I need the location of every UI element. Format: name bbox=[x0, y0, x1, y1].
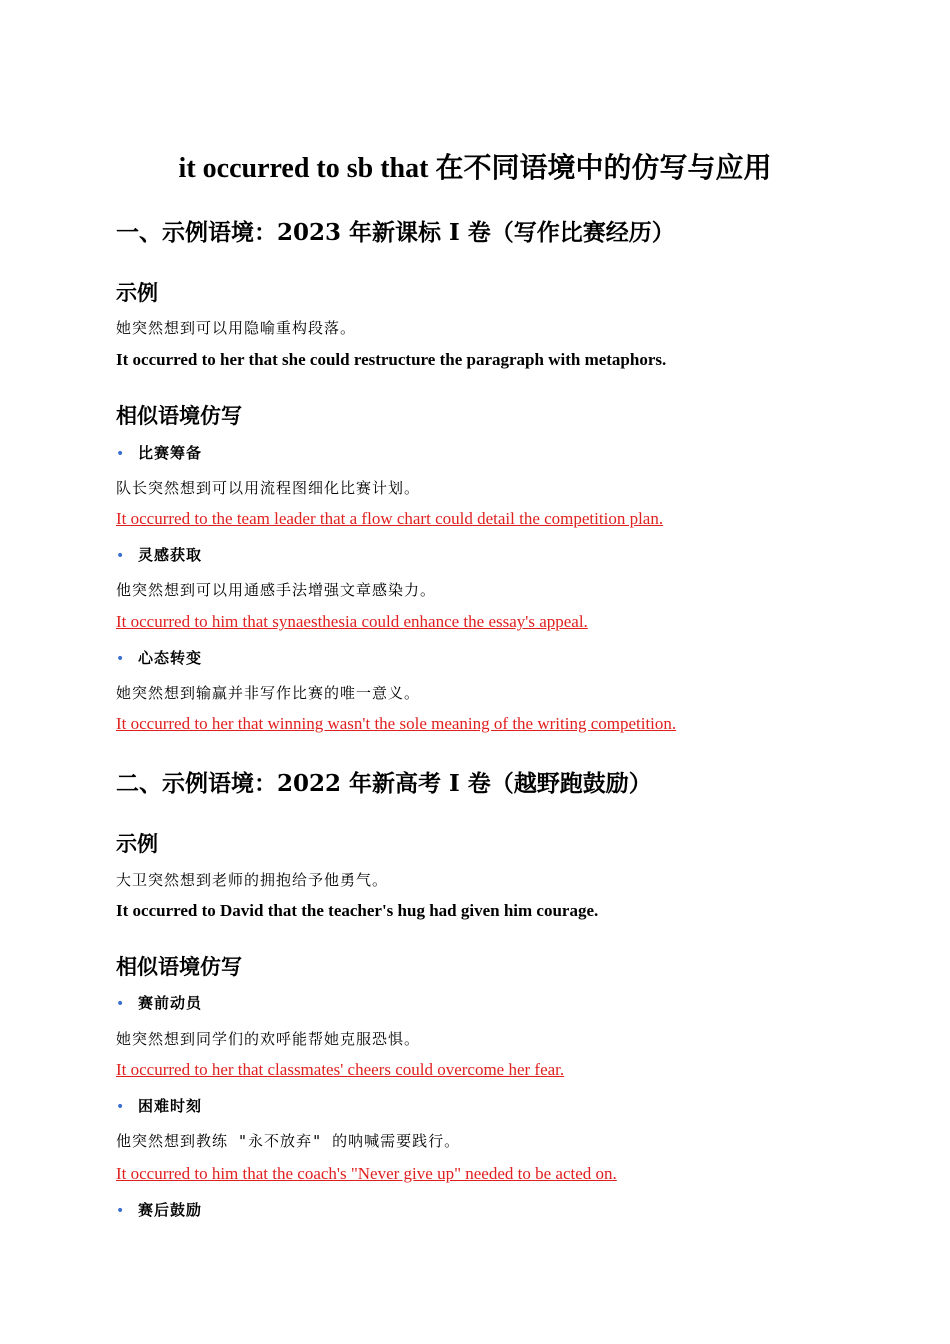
list-item-label: 赛后鼓励 bbox=[138, 1201, 203, 1219]
list-item-heading bbox=[116, 647, 202, 668]
bullet-icon: • bbox=[116, 446, 125, 462]
section-heading: 一、示例语境：2023 年新课标 Ⅰ 卷（写作比赛经历） bbox=[116, 219, 675, 246]
similar-context-label: 相似语境仿写 bbox=[116, 954, 242, 979]
list-item-heading bbox=[116, 442, 202, 463]
list-item-label: 比赛筹备 bbox=[138, 444, 203, 462]
bullet-icon: • bbox=[116, 1099, 125, 1115]
bullet-icon: • bbox=[116, 996, 125, 1012]
bullet-icon: • bbox=[116, 651, 125, 667]
list-item-heading bbox=[116, 544, 202, 565]
list-item-heading bbox=[116, 992, 202, 1013]
bullet-icon: • bbox=[116, 1203, 125, 1219]
list-item-chinese: 他突然想到教练 "永不放弃" 的呐喊需要践行。 bbox=[116, 1132, 461, 1150]
list-item-label: 心态转变 bbox=[138, 649, 203, 667]
example-chinese: 大卫突然想到老师的拥抱给予他勇气。 bbox=[116, 871, 389, 889]
example-chinese: 她突然想到可以用隐喻重构段落。 bbox=[116, 319, 357, 337]
bullet-icon: • bbox=[116, 548, 125, 564]
list-item-label: 灵感获取 bbox=[138, 546, 203, 564]
list-item-chinese: 她突然想到同学们的欢呼能帮她克服恐惧。 bbox=[116, 1030, 421, 1048]
example-label: 示例 bbox=[116, 831, 158, 856]
list-item-label: 困难时刻 bbox=[138, 1097, 203, 1115]
section-heading: 二、示例语境：2022 年新高考 Ⅰ 卷（越野跑鼓励） bbox=[116, 770, 652, 797]
document-title: it occurred to sb that 在不同语境中的仿写与应用 bbox=[178, 153, 772, 184]
list-item-english: It occurred to him that the coach's "Never give up" needed to be acted on. bbox=[116, 1164, 617, 1183]
list-item-english: It occurred to her that classmates' cheers could overcome her fear. bbox=[116, 1060, 565, 1079]
list-item-chinese: 她突然想到输赢并非写作比赛的唯一意义。 bbox=[116, 684, 421, 702]
list-item-english: It occurred to her that winning wasn't the sole meaning of the writing competition. bbox=[116, 714, 677, 733]
list-item-chinese: 队长突然想到可以用流程图细化比赛计划。 bbox=[116, 479, 421, 497]
example-english: It occurred to David that the teacher's hug had given him courage. bbox=[116, 901, 599, 920]
list-item-english: It occurred to the team leader that a flow chart could detail the competition plan. bbox=[116, 509, 664, 528]
list-item-heading bbox=[116, 1199, 202, 1220]
example-label: 示例 bbox=[116, 280, 158, 305]
list-item-label: 赛前动员 bbox=[138, 994, 203, 1012]
example-english: It occurred to her that she could restructure the paragraph with metaphors. bbox=[116, 350, 667, 369]
similar-context-label: 相似语境仿写 bbox=[116, 403, 242, 428]
list-item-heading bbox=[116, 1095, 202, 1116]
list-item-chinese: 他突然想到可以用通感手法增强文章感染力。 bbox=[116, 581, 437, 599]
list-item-english: It occurred to him that synaesthesia could enhance the essay's appeal. bbox=[116, 612, 588, 631]
